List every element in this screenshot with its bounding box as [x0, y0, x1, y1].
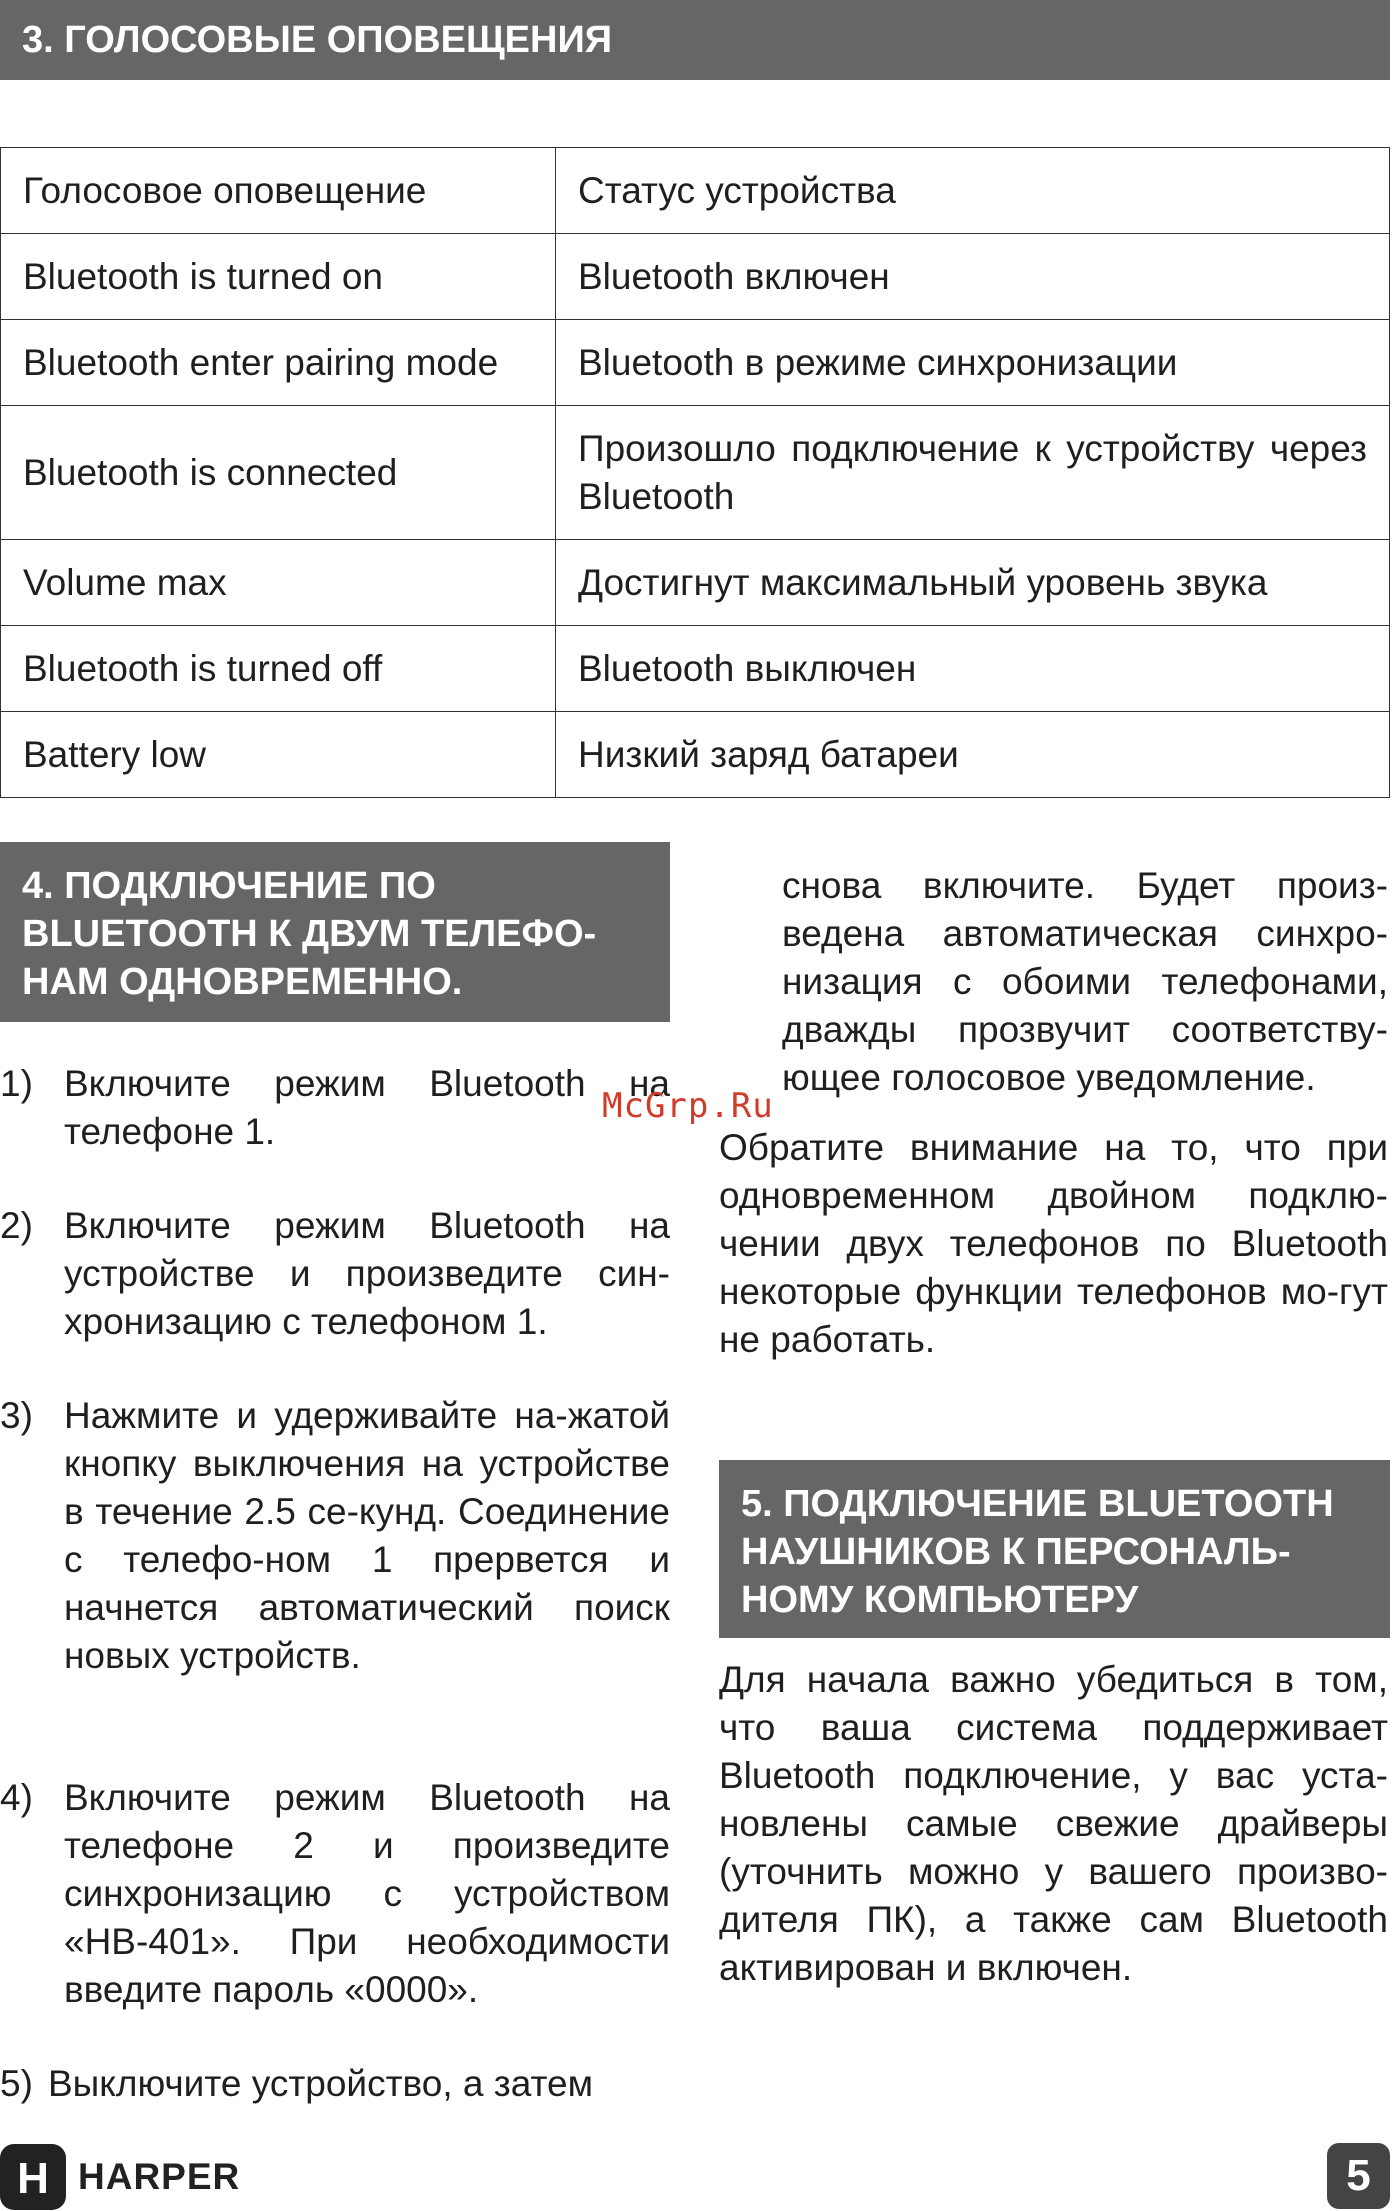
step-number: 1): [0, 1063, 33, 1104]
harper-logo-icon: [0, 2144, 66, 2210]
status-cell: Достигнут максимальный уровень звука: [556, 540, 1390, 626]
section-4-header: 4. ПОДКЛЮЧЕНИЕ ПО BLUETOOTH К ДВУМ ТЕЛЕФО-НАМ ОДНОВРЕМЕННО.: [0, 842, 670, 1022]
section-5-paragraph: Для начала важно убедиться в том, что ваша система поддерживает Bluetooth подключение, у вас уста-новлены самые свежие драйверы (уточнить можно у вашего произво-дителя ПК), а также сам Bluetooth активирован и включен.: [719, 1659, 1388, 1988]
table-row: [1, 320, 1390, 406]
list-item: [0, 1392, 670, 1680]
prompt-cell: Battery low: [1, 712, 556, 798]
prompt-cell: Bluetooth is turned off: [1, 626, 556, 712]
status-cell: Bluetooth включен: [556, 234, 1390, 320]
step-text: Включите режим Bluetooth на телефоне 1.: [64, 1063, 670, 1152]
table-row: [1, 712, 1390, 798]
brand-logo: [0, 2143, 240, 2211]
step-5-continuation: снова включите. Будет произ-ведена автоматическая синхро-низация с обоими телефонами, дважды прозвучит соответству-ющее голосовое уведомление.: [782, 865, 1388, 1098]
table-row: [1, 148, 1390, 234]
step-text: Включите режим Bluetooth на телефоне 2 и произведите синхронизацию с устройством «HB-401». При необходимости введите пароль «0000».: [64, 1777, 670, 2010]
list-item: [0, 1774, 670, 2014]
table-row: [1, 626, 1390, 712]
prompt-cell: Volume max: [1, 540, 556, 626]
step-number: 5): [0, 2063, 33, 2104]
list-item: [0, 1060, 670, 1156]
prompt-cell: Bluetooth is connected: [1, 406, 556, 540]
status-cell: Bluetooth выключен: [556, 626, 1390, 712]
step-text: Выключите устройство, а затем: [48, 2063, 594, 2104]
table-row: [1, 406, 1390, 540]
step-number: 2): [0, 1205, 33, 1246]
section-5-header: 5. ПОДКЛЮЧЕНИЕ BLUETOOTH НАУШНИКОВ К ПЕРСОНАЛЬ-НОМУ КОМПЬЮТЕРУ: [719, 1460, 1390, 1638]
table-row: [1, 540, 1390, 626]
status-cell: Произошло подключение к устройству через Bluetooth: [556, 406, 1390, 540]
logo-letter: H: [17, 2154, 49, 2203]
status-cell: Низкий заряд батареи: [556, 712, 1390, 798]
list-item: [0, 1202, 670, 1346]
voice-prompts-table: [0, 147, 1390, 798]
note-paragraph: Обратите внимание на то, что при одновременном двойном подклю-чении двух телефонов по Bluetooth некоторые функции телефонов мо-гут не работать.: [719, 1127, 1388, 1360]
prompt-cell: Bluetooth is turned on: [1, 234, 556, 320]
watermark: McGrp.Ru: [602, 1086, 774, 1126]
step-number: 3): [0, 1395, 33, 1436]
prompt-cell: Bluetooth enter pairing mode: [1, 320, 556, 406]
step-number: 4): [0, 1777, 33, 1818]
page-number: 5: [1327, 2143, 1390, 2209]
step-text: Включите режим Bluetooth на устройстве и произведите син-хронизацию с телефоном 1.: [64, 1205, 670, 1342]
table-row: [1, 234, 1390, 320]
prompt-cell: Голосовое оповещение: [1, 148, 556, 234]
list-item: [0, 2060, 670, 2108]
brand-name: HARPER: [78, 2156, 241, 2197]
section-3-header: 3. ГОЛОСОВЫЕ ОПОВЕЩЕНИЯ: [0, 0, 1390, 80]
step-text: Нажмите и удерживайте на-жатой кнопку выключения на устройстве в течение 2.5 се-кунд. Соединение с телефо-ном 1 прервется и начнется автоматический поиск новых устройств.: [64, 1395, 670, 1676]
status-cell: Статус устройства: [556, 148, 1390, 234]
status-cell: Bluetooth в режиме синхронизации: [556, 320, 1390, 406]
